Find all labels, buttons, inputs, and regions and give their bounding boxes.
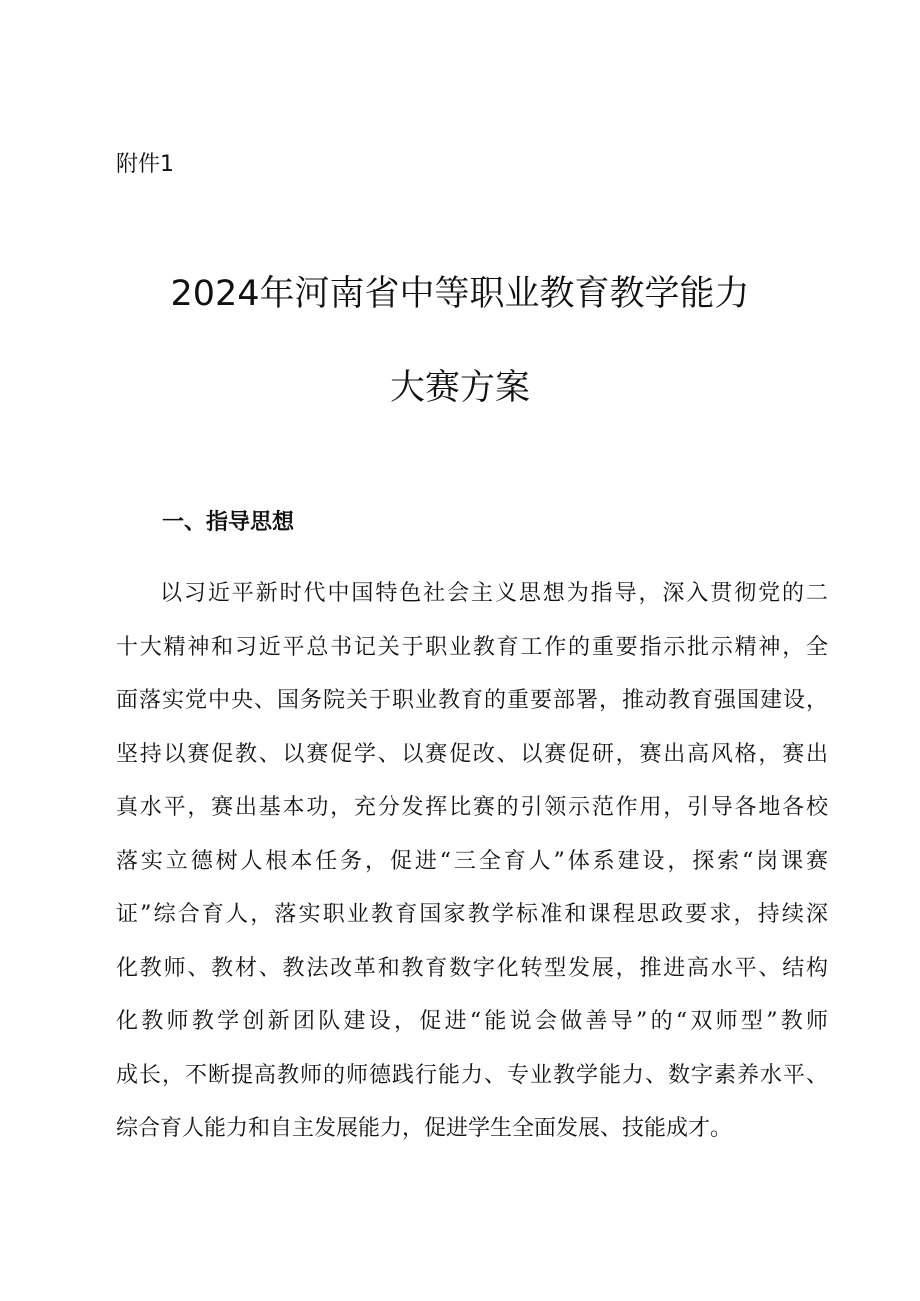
paragraph-line: 综合育人能力和自主发展能力，促进学生全面发展、技能成才。 — [116, 1116, 733, 1141]
paragraph-line: 成长，不断提高教师的师德践行能力、专业教学能力、数字素养水平、 — [116, 1062, 828, 1088]
paragraph-line: 证”综合育人，落实职业教育国家教学标准和课程思政要求，持续深 — [116, 902, 828, 927]
paragraph-line: 化教师教学创新团队建设，促进“能说会做善导”的“双师型”教师 — [116, 1009, 828, 1034]
attachment-label: 附件1 — [116, 152, 174, 177]
paragraph-line: 十大精神和习近平总书记关于职业教育工作的重要指示批示精神，全 — [116, 634, 828, 660]
document-title-line-1: 2024年河南省中等职业教育教学能力 — [170, 274, 750, 314]
paragraph-line: 面落实党中央、国务院关于职业教育的重要部署，推动教育强国建设， — [116, 688, 828, 713]
document-title-line-2: 大赛方案 — [389, 368, 530, 408]
paragraph-line: 真水平，赛出基本功，充分发挥比赛的引领示范作用，引导各地各校 — [116, 795, 828, 820]
section-heading-guiding-ideology: 一、指导思想 — [162, 510, 295, 535]
paragraph-line: 以习近平新时代中国特色社会主义思想为指导，深入贯彻党的二 — [160, 581, 828, 606]
section-body-paragraph — [116, 567, 828, 1156]
paragraph-line: 化教师、教材、教法改革和教育数字化转型发展，推进高水平、结构 — [116, 955, 828, 981]
paragraph-line: 落实立德树人根本任务，促进“三全育人”体系建设，探索“岗课赛 — [116, 848, 828, 874]
paragraph-line: 坚持以赛促教、以赛促学、以赛促改、以赛促研，赛出高风格，赛出 — [116, 741, 828, 767]
